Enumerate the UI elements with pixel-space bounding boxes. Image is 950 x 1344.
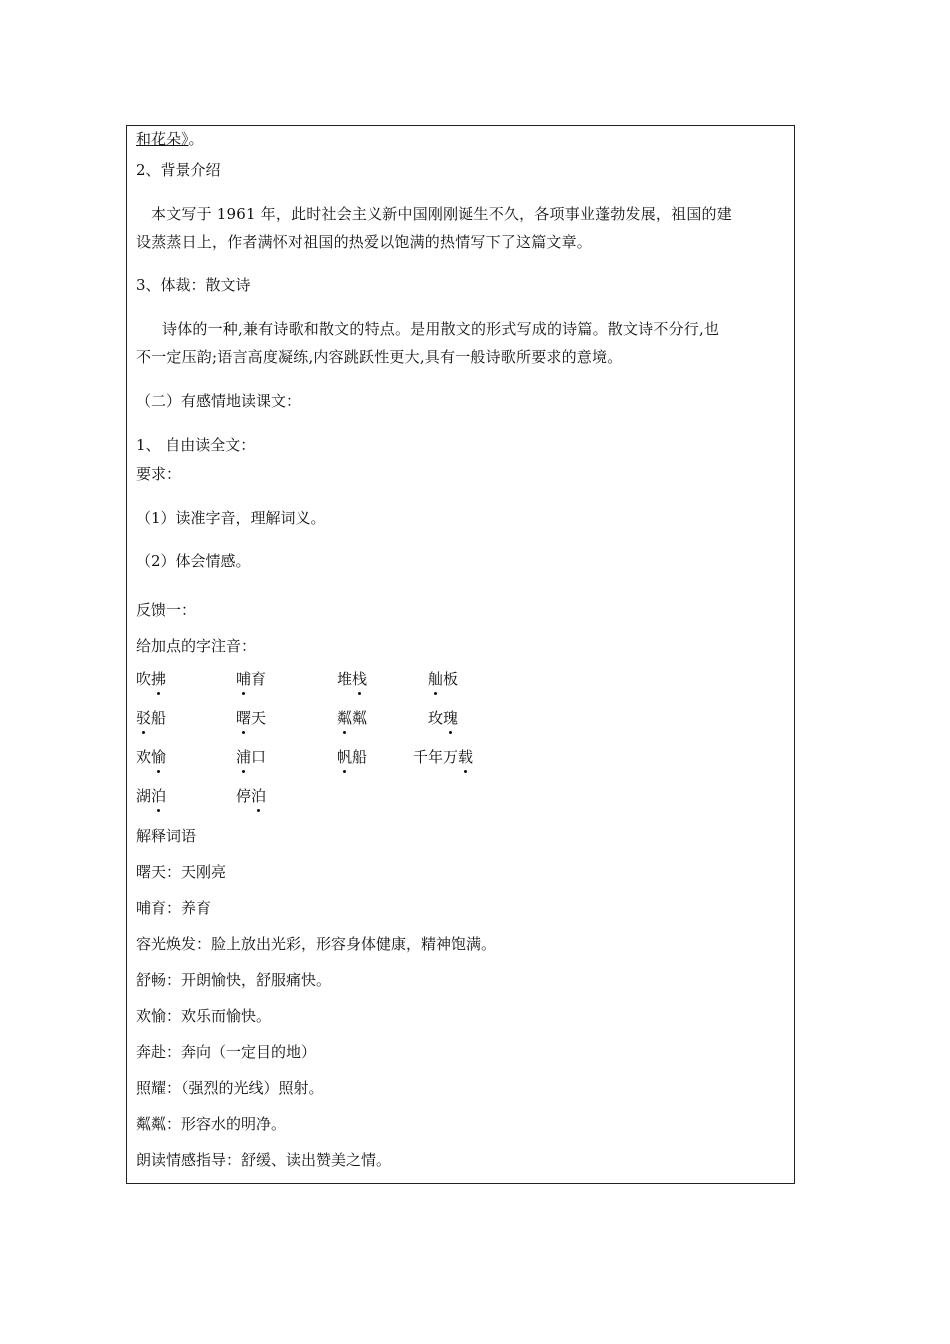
vocab-char: 千年万 (413, 748, 459, 766)
vocab-char: 育 (251, 670, 267, 688)
vocab-char: 天 (251, 709, 267, 727)
glossary-item: 粼粼：形容水的明净。 (136, 1115, 287, 1133)
pinyin-prompt: 给加点的字注音： (136, 637, 257, 655)
dotted-char: 曙 (236, 709, 252, 727)
background-heading: 2、背景介绍 (136, 161, 221, 179)
background-paragraph-line-1: 本文写于 1961 年，此时社会主义新中国刚刚诞生不久，各项事业蓬勃发展，祖国的建 (151, 205, 732, 223)
read-step: 1、 自由读全文： (136, 436, 256, 454)
vocab-word (236, 669, 266, 689)
vocab-word (136, 786, 166, 806)
vocab-word (236, 708, 266, 728)
dotted-char: 帆 (337, 748, 353, 766)
requirement-2: （2）体会情感。 (136, 552, 251, 570)
glossary-item: 容光焕发：脸上放出光彩，形容身体健康，精神饱满。 (136, 935, 497, 953)
vocab-word (337, 747, 367, 767)
dotted-char: 泊 (151, 787, 167, 805)
vocab-char: 欢 (136, 748, 152, 766)
glossary-item: 哺育：养育 (136, 899, 212, 917)
dotted-char: 泊 (251, 787, 267, 805)
vocab-char: 板 (443, 670, 459, 688)
requirements-label: 要求： (136, 465, 182, 483)
dotted-char: 粼 (337, 709, 353, 727)
vocab-word (413, 747, 473, 767)
title-tail: 和花朵》 (136, 130, 189, 148)
genre-paragraph-line-1: 诗体的一种,兼有诗歌和散文的特点。是用散文的形式写成的诗篇。散文诗不分行,也 (162, 320, 720, 338)
vocab-char: 粼 (352, 709, 368, 727)
feedback-label: 反馈一： (136, 601, 197, 619)
vocab-word (428, 669, 458, 689)
read-heading: （二）有感情地读课文： (136, 392, 302, 410)
vocab-char: 堆 (337, 670, 353, 688)
background-paragraph-line-2: 设蒸蒸日上，作者满怀对祖国的热爱以饱满的热情写下了这篇文章。 (136, 233, 593, 251)
dotted-char: 栈 (352, 670, 368, 688)
genre-heading: 3、体裁：散文诗 (136, 276, 251, 294)
dotted-char: 瑰 (443, 709, 459, 727)
vocab-word (428, 708, 458, 728)
vocab-char: 船 (352, 748, 368, 766)
dotted-char: 拂 (151, 670, 167, 688)
dotted-char: 驳 (136, 709, 152, 727)
title-continuation (136, 129, 204, 149)
dotted-char: 浦 (236, 748, 252, 766)
genre-paragraph-line-2: 不一定压韵;语言高度凝练,内容跳跃性更大,具有一般诗歌所要求的意境。 (136, 348, 623, 366)
vocab-char: 玫 (428, 709, 444, 727)
dotted-char: 愉 (151, 748, 167, 766)
reading-guide: 朗读情感指导：舒缓、读出赞美之情。 (136, 1151, 392, 1169)
glossary-item: 欢愉：欢乐而愉快。 (136, 1007, 272, 1025)
vocab-char: 船 (151, 709, 167, 727)
glossary-item: 照耀：（强烈的光线）照射。 (136, 1079, 324, 1097)
glossary-heading: 解释词语 (136, 827, 197, 845)
vocab-word (236, 747, 266, 767)
vocab-word (136, 669, 166, 689)
vocab-char: 口 (251, 748, 267, 766)
dotted-char: 哺 (236, 670, 252, 688)
glossary-item: 曙天：天刚亮 (136, 863, 227, 881)
requirement-1: （1）读准字音，理解词义。 (136, 509, 326, 527)
title-end: 。 (188, 130, 204, 148)
vocab-word (337, 669, 367, 689)
glossary-item: 舒畅：开朗愉快，舒服痛快。 (136, 971, 332, 989)
vocab-char: 湖 (136, 787, 152, 805)
vocab-word (337, 708, 367, 728)
vocab-word (136, 708, 166, 728)
dotted-char: 载 (458, 748, 474, 766)
vocab-char: 吹 (136, 670, 152, 688)
vocab-word (136, 747, 166, 767)
vocab-char: 停 (236, 787, 252, 805)
glossary-item: 奔赴：奔向（一定目的地） (136, 1043, 317, 1061)
vocab-word (236, 786, 266, 806)
dotted-char: 舢 (428, 670, 444, 688)
